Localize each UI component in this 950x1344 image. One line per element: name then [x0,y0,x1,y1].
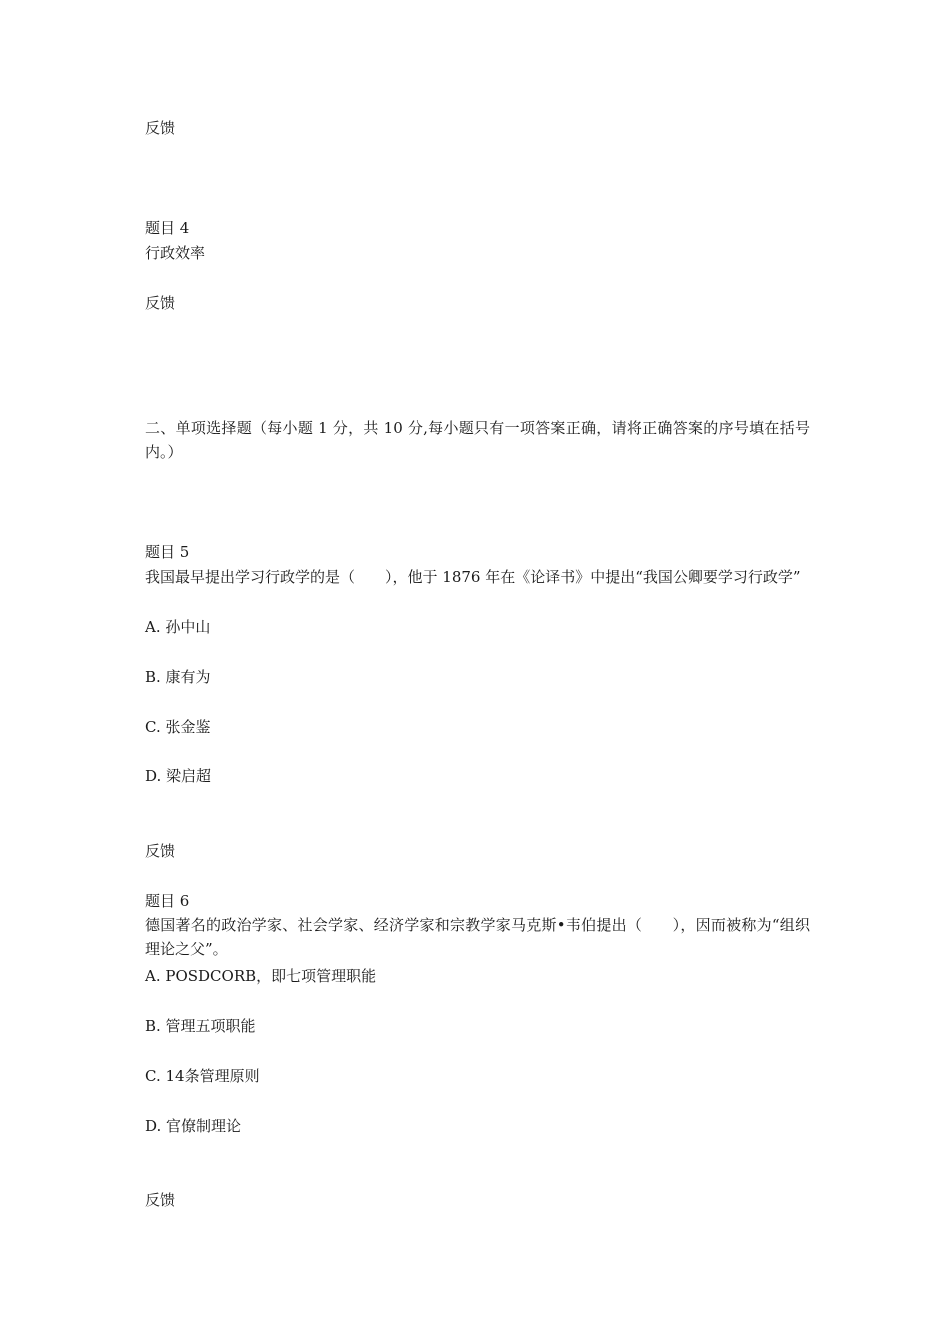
question-5-option-d: D. 梁启超 [145,767,212,785]
section-2-heading: 二、单项选择题（每小题 1 分，共 10 分,每小题只有一项答案正确，请将正确答案的序号填在括号内。） [145,419,810,461]
feedback-label: 反馈 [145,119,176,137]
question-4-title: 题目 4 [145,219,190,237]
question-4-text: 行政效率 [145,244,206,262]
question-6-option-a: A. POSDCORB，即七项管理职能 [145,967,377,985]
question-5-option-a: A. 孙中山 [145,618,211,636]
question-5-text: 我国最早提出学习行政学的是（ ），他于 1876 年在《论译书》中提出“我国公卿要学习行政学” [145,568,801,586]
question-4-feedback: 反馈 [145,294,176,312]
question-6-title: 题目 6 [145,892,190,910]
question-5-title: 题目 5 [145,543,190,561]
question-5-option-b: B. 康有为 [145,668,211,686]
question-6-feedback: 反馈 [145,1191,176,1209]
question-5-feedback: 反馈 [145,842,176,860]
question-6-option-b: B. 管理五项职能 [145,1017,256,1035]
question-5-option-c: C. 张金鉴 [145,718,211,736]
question-6-option-c: C. 14条管理原则 [145,1067,260,1085]
question-6-option-d: D. 官僚制理论 [145,1117,242,1135]
question-6-text: 德国著名的政治学家、社会学家、经济学家和宗教学家马克斯•韦伯提出（ ），因而被称为“组织理论之父”。 [145,916,810,958]
